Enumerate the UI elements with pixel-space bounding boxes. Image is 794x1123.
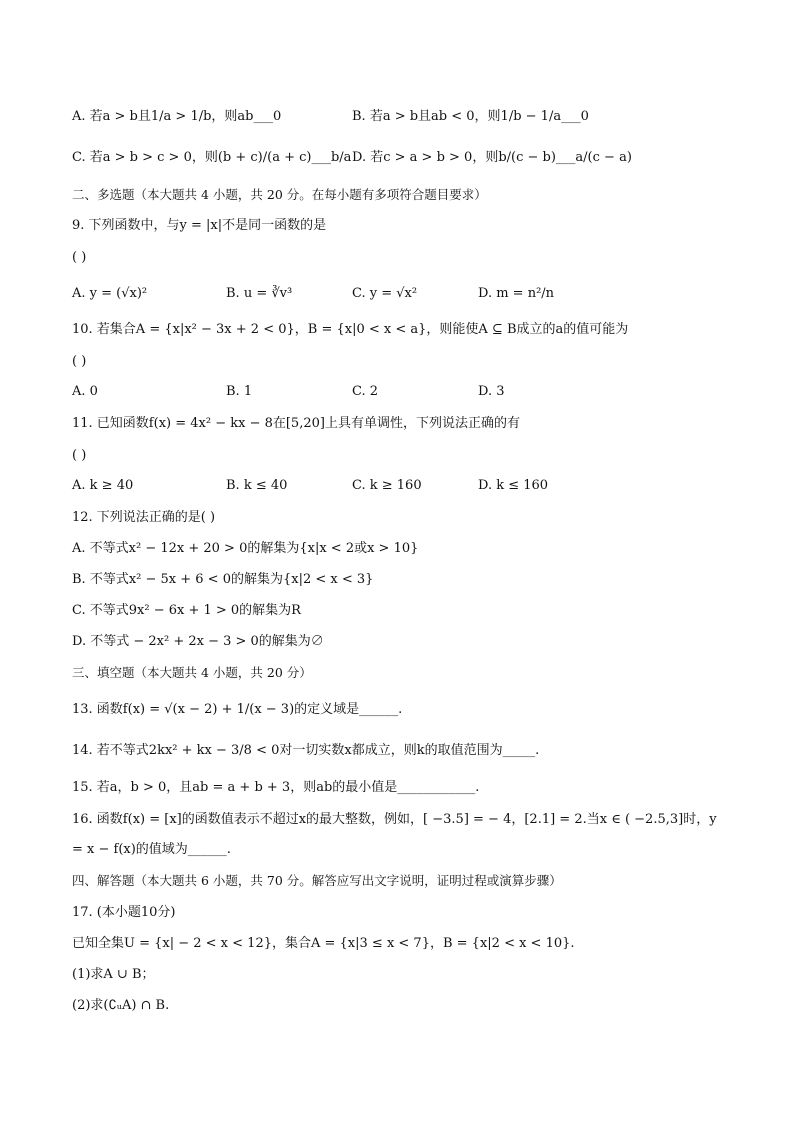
q12-option-b: B. 不等式x² − 5x + 6 < 0的解集为{x|2 < x < 3} <box>72 572 374 587</box>
q16-line1: 16. 函数f(x) = [x]的函数值表示不超过x的最大整数，例如，[ −3.5] = − 4，[2.1] = 2.当x ∈ ( −2.5,3]时，y <box>72 812 717 827</box>
q10-option-a: A. 0 <box>72 384 98 399</box>
q9-stem: 9. 下列函数中，与y = |x|不是同一函数的是 <box>72 218 327 233</box>
q16-line2: = x − f(x)的值域为______. <box>72 842 231 857</box>
q10-option-b: B. 1 <box>226 384 253 399</box>
q8-option-a: A. 若a > b且1/a > 1/b，则ab___0 <box>72 109 282 124</box>
q10-stem: 10. 若集合A = {x|x² − 3x + 2 < 0}，B = {x|0 < x < a}，则能使A ⊆ B成立的a的值可能为 <box>72 322 629 337</box>
q12-option-d: D. 不等式 − 2x² + 2x − 3 > 0的解集为∅ <box>72 634 324 649</box>
q11-option-b: B. k ≤ 40 <box>226 478 288 493</box>
q9-option-c: C. y = √x² <box>352 286 418 301</box>
q9-option-a: A. y = (√x)² <box>72 286 148 301</box>
q12-option-a: A. 不等式x² − 12x + 20 > 0的解集为{x|x < 2或x > 10} <box>72 541 419 556</box>
q17-part2: (2)求(∁ᵤA) ∩ B. <box>72 998 170 1013</box>
q11-answer-paren: ( ) <box>72 448 87 463</box>
q8-option-b: B. 若a > b且ab < 0，则1/b − 1/a___0 <box>352 109 589 124</box>
q17-part1: (1)求A ∪ B； <box>72 967 155 982</box>
q9-option-b: B. u = ∛v³ <box>226 286 293 301</box>
q10-option-d: D. 3 <box>478 384 505 399</box>
q17-title: 17. (本小题10分) <box>72 905 176 920</box>
q8-option-d: D. 若c > a > b > 0，则b/(c − b)___a/(c − a) <box>352 150 632 165</box>
section-heading-multiple-choice: 二、多选题（本大题共 4 小题，共 20 分。在每小题有多项符合题目要求） <box>72 187 487 202</box>
q11-stem: 11. 已知函数f(x) = 4x² − kx − 8在[5,20]上具有单调性，下列说法正确的有 <box>72 416 520 431</box>
q15: 15. 若a，b > 0，且ab = a + b + 3，则ab的最小值是____________. <box>72 780 480 795</box>
q12-option-c: C. 不等式9x² − 6x + 1 > 0的解集为R <box>72 603 301 618</box>
q11-option-d: D. k ≤ 160 <box>478 478 549 493</box>
section-heading-fill-in: 三、填空题（本大题共 4 小题，共 20 分） <box>72 665 312 680</box>
q8-option-c: C. 若a > b > c > 0，则(b + c)/(a + c)___b/a <box>72 150 352 165</box>
q13: 13. 函数f(x) = √(x − 2) + 1/(x − 3)的定义域是______. <box>72 702 403 717</box>
q10-option-c: C. 2 <box>352 384 379 399</box>
q9-answer-paren: ( ) <box>72 250 87 265</box>
q9-option-d: D. m = n²/n <box>478 286 555 301</box>
q11-option-a: A. k ≥ 40 <box>72 478 134 493</box>
q17-stem: 已知全集U = {x| − 2 < x < 12}，集合A = {x|3 ≤ x < 7}，B = {x|2 < x < 10}. <box>72 936 575 951</box>
section-heading-answer: 四、解答题（本大题共 6 小题，共 70 分。解答应写出文字说明，证明过程或演算步骤） <box>72 873 562 888</box>
q11-option-c: C. k ≥ 160 <box>352 478 422 493</box>
q10-answer-paren: ( ) <box>72 354 87 369</box>
q14: 14. 若不等式2kx² + kx − 3/8 < 0对一切实数x都成立，则k的取值范围为_____. <box>72 743 540 758</box>
q12-stem: 12. 下列说法正确的是( ) <box>72 510 216 525</box>
